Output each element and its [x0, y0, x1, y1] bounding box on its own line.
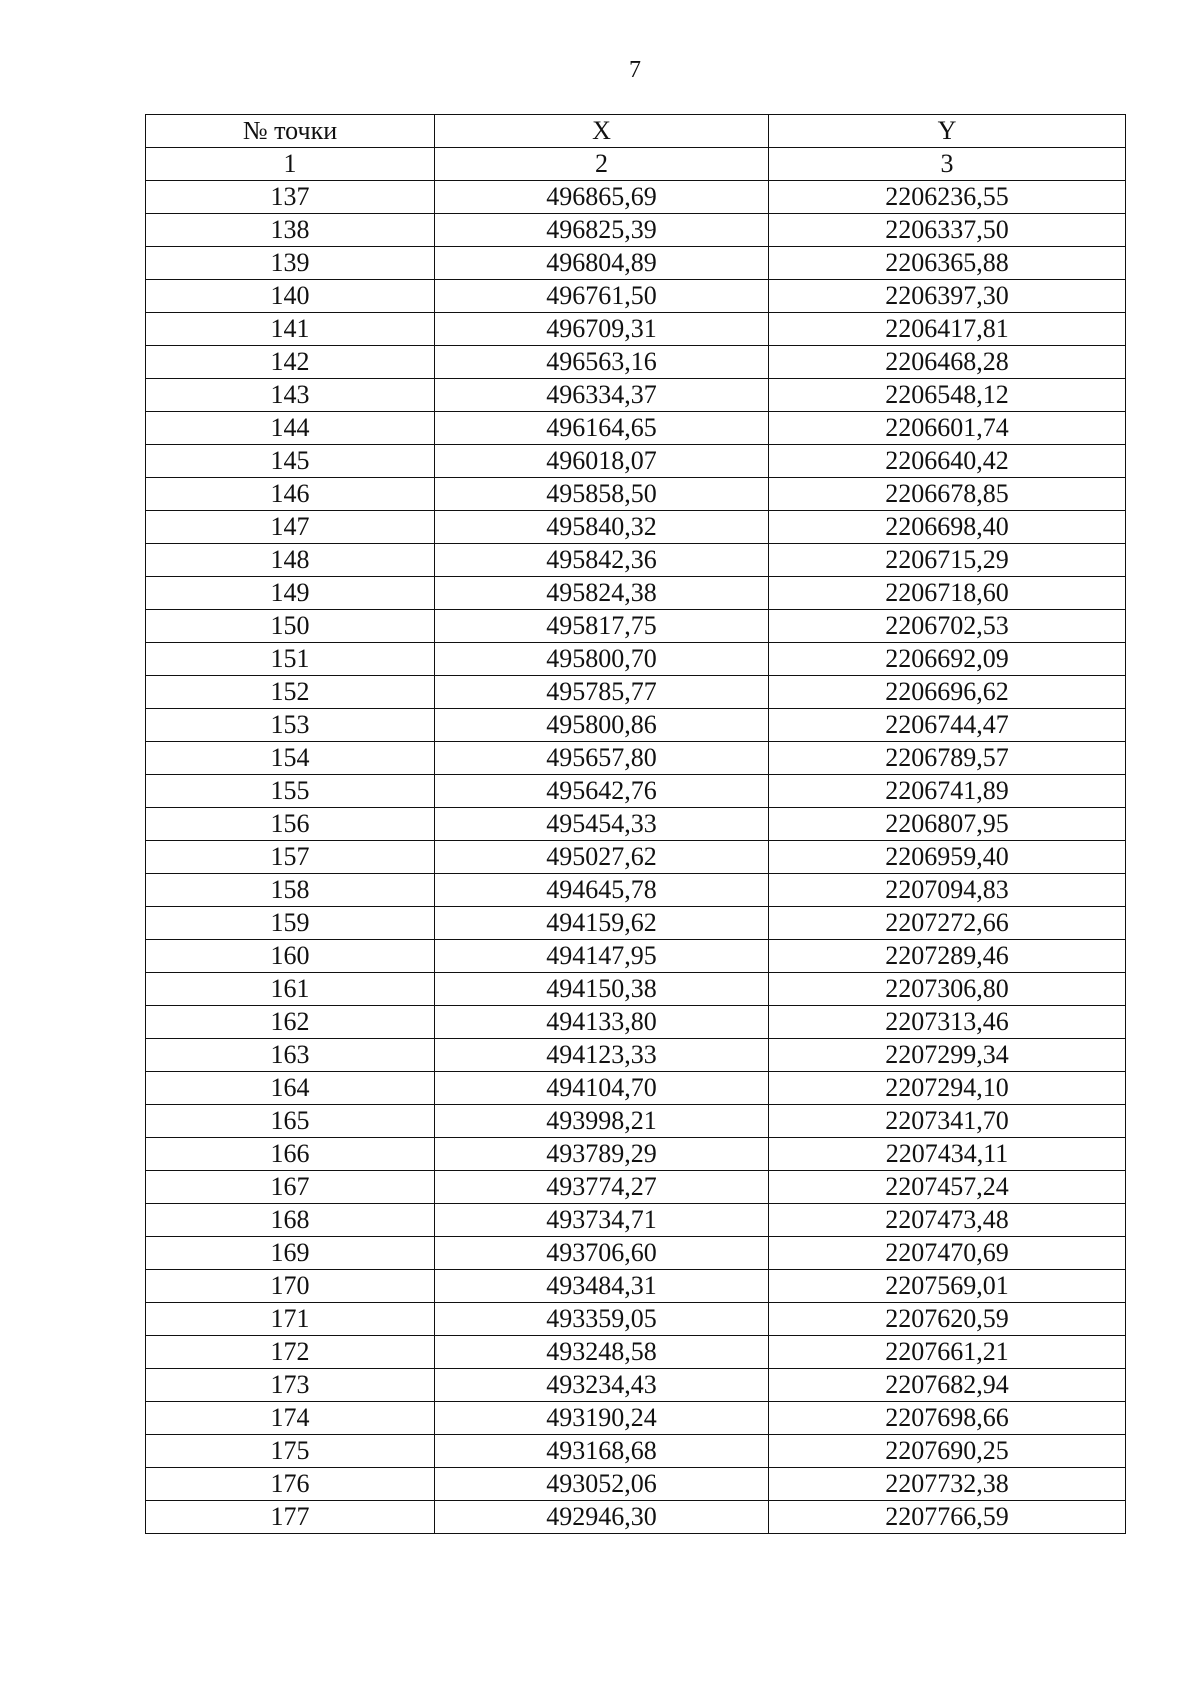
cell-x: 493734,71: [435, 1204, 769, 1237]
cell-y: 2206741,89: [769, 775, 1126, 808]
cell-point-number: 167: [146, 1171, 435, 1204]
cell-point-number: 139: [146, 247, 435, 280]
cell-point-number: 170: [146, 1270, 435, 1303]
column-numbers-row: [146, 148, 1126, 181]
table-row: [146, 1303, 1126, 1336]
table-row: [146, 412, 1126, 445]
cell-point-number: 154: [146, 742, 435, 775]
cell-point-number: 160: [146, 940, 435, 973]
table-row: [146, 511, 1126, 544]
cell-x: 493052,06: [435, 1468, 769, 1501]
table-row: [146, 1237, 1126, 1270]
cell-x: 493359,05: [435, 1303, 769, 1336]
cell-y: 2207294,10: [769, 1072, 1126, 1105]
cell-x: 493190,24: [435, 1402, 769, 1435]
table-row: [146, 181, 1126, 214]
cell-y: 2207620,59: [769, 1303, 1126, 1336]
cell-point-number: 163: [146, 1039, 435, 1072]
cell-point-number: 140: [146, 280, 435, 313]
cell-y: 2206698,40: [769, 511, 1126, 544]
table-row: [146, 1402, 1126, 1435]
table-row: [146, 478, 1126, 511]
cell-point-number: 147: [146, 511, 435, 544]
page-number: 7: [629, 57, 641, 83]
table-row: [146, 874, 1126, 907]
cell-y: 2207569,01: [769, 1270, 1126, 1303]
cell-x: 492946,30: [435, 1501, 769, 1534]
cell-x: 496334,37: [435, 379, 769, 412]
cell-point-number: 165: [146, 1105, 435, 1138]
cell-y: 2207732,38: [769, 1468, 1126, 1501]
cell-x: 495800,86: [435, 709, 769, 742]
table-row: [146, 1105, 1126, 1138]
cell-x: 493789,29: [435, 1138, 769, 1171]
cell-y: 2207094,83: [769, 874, 1126, 907]
table-row: [146, 907, 1126, 940]
cell-point-number: 156: [146, 808, 435, 841]
table-row: [146, 313, 1126, 346]
cell-x: 495842,36: [435, 544, 769, 577]
cell-y: 2207470,69: [769, 1237, 1126, 1270]
table-row: [146, 1204, 1126, 1237]
table-row: [146, 1336, 1126, 1369]
table-header-row: [146, 115, 1126, 148]
cell-x: 495824,38: [435, 577, 769, 610]
header-x: X: [435, 115, 769, 148]
cell-x: 494645,78: [435, 874, 769, 907]
cell-point-number: 176: [146, 1468, 435, 1501]
cell-y: 2206744,47: [769, 709, 1126, 742]
table-row: [146, 346, 1126, 379]
cell-point-number: 161: [146, 973, 435, 1006]
cell-point-number: 151: [146, 643, 435, 676]
table-row: [146, 214, 1126, 247]
cell-y: 2206715,29: [769, 544, 1126, 577]
cell-y: 2206468,28: [769, 346, 1126, 379]
cell-point-number: 168: [146, 1204, 435, 1237]
cell-x: 496018,07: [435, 445, 769, 478]
cell-y: 2206337,50: [769, 214, 1126, 247]
cell-x: 494133,80: [435, 1006, 769, 1039]
cell-point-number: 177: [146, 1501, 435, 1534]
cell-y: 2207272,66: [769, 907, 1126, 940]
cell-point-number: 143: [146, 379, 435, 412]
cell-x: 496825,39: [435, 214, 769, 247]
cell-x: 493998,21: [435, 1105, 769, 1138]
cell-x: 496865,69: [435, 181, 769, 214]
table-body: [146, 115, 1126, 1534]
cell-y: 2206365,88: [769, 247, 1126, 280]
cell-point-number: 145: [146, 445, 435, 478]
cell-x: 495657,80: [435, 742, 769, 775]
cell-y: 2206702,53: [769, 610, 1126, 643]
table-row: [146, 1171, 1126, 1204]
cell-y: 2206718,60: [769, 577, 1126, 610]
cell-point-number: 164: [146, 1072, 435, 1105]
cell-point-number: 172: [146, 1336, 435, 1369]
header-point-number: № точки: [146, 115, 435, 148]
cell-x: 495817,75: [435, 610, 769, 643]
cell-point-number: 162: [146, 1006, 435, 1039]
cell-point-number: 159: [146, 907, 435, 940]
cell-point-number: 153: [146, 709, 435, 742]
table-row: [146, 709, 1126, 742]
table-row: [146, 1501, 1126, 1534]
cell-y: 2207690,25: [769, 1435, 1126, 1468]
cell-point-number: 146: [146, 478, 435, 511]
cell-y: 2206959,40: [769, 841, 1126, 874]
cell-point-number: 152: [146, 676, 435, 709]
cell-point-number: 148: [146, 544, 435, 577]
cell-y: 2206678,85: [769, 478, 1126, 511]
cell-x: 493234,43: [435, 1369, 769, 1402]
cell-y: 2207473,48: [769, 1204, 1126, 1237]
table-row: [146, 1039, 1126, 1072]
cell-y: 2207289,46: [769, 940, 1126, 973]
cell-y: 2207661,21: [769, 1336, 1126, 1369]
cell-x: 495785,77: [435, 676, 769, 709]
table-row: [146, 577, 1126, 610]
cell-y: 2206696,62: [769, 676, 1126, 709]
cell-y: 2206640,42: [769, 445, 1126, 478]
cell-y: 2206236,55: [769, 181, 1126, 214]
cell-y: 2207766,59: [769, 1501, 1126, 1534]
table-row: [146, 247, 1126, 280]
cell-x: 494104,70: [435, 1072, 769, 1105]
table-row: [146, 940, 1126, 973]
cell-x: 494123,33: [435, 1039, 769, 1072]
table-row: [146, 643, 1126, 676]
cell-point-number: 138: [146, 214, 435, 247]
column-number-2: 2: [435, 148, 769, 181]
cell-point-number: 150: [146, 610, 435, 643]
cell-y: 2206692,09: [769, 643, 1126, 676]
cell-x: 495800,70: [435, 643, 769, 676]
cell-point-number: 174: [146, 1402, 435, 1435]
table-row: [146, 1270, 1126, 1303]
table-row: [146, 841, 1126, 874]
cell-y: 2207682,94: [769, 1369, 1126, 1402]
cell-point-number: 144: [146, 412, 435, 445]
table-row: [146, 775, 1126, 808]
cell-point-number: 157: [146, 841, 435, 874]
cell-x: 494147,95: [435, 940, 769, 973]
table-row: [146, 610, 1126, 643]
cell-x: 496563,16: [435, 346, 769, 379]
table-row: [146, 1138, 1126, 1171]
cell-x: 493168,68: [435, 1435, 769, 1468]
column-number-1: 1: [146, 148, 435, 181]
cell-x: 495840,32: [435, 511, 769, 544]
cell-point-number: 141: [146, 313, 435, 346]
cell-x: 494159,62: [435, 907, 769, 940]
cell-x: 494150,38: [435, 973, 769, 1006]
cell-x: 493706,60: [435, 1237, 769, 1270]
cell-y: 2207306,80: [769, 973, 1126, 1006]
cell-x: 495027,62: [435, 841, 769, 874]
cell-point-number: 169: [146, 1237, 435, 1270]
table-row: [146, 1072, 1126, 1105]
cell-x: 493774,27: [435, 1171, 769, 1204]
cell-y: 2206601,74: [769, 412, 1126, 445]
table-row: [146, 445, 1126, 478]
cell-point-number: 173: [146, 1369, 435, 1402]
cell-x: 495454,33: [435, 808, 769, 841]
table-row: [146, 973, 1126, 1006]
table-row: [146, 742, 1126, 775]
cell-y: 2207341,70: [769, 1105, 1126, 1138]
cell-y: 2206417,81: [769, 313, 1126, 346]
cell-point-number: 171: [146, 1303, 435, 1336]
cell-y: 2207457,24: [769, 1171, 1126, 1204]
cell-point-number: 142: [146, 346, 435, 379]
table-row: [146, 676, 1126, 709]
table-row: [146, 1435, 1126, 1468]
cell-x: 496761,50: [435, 280, 769, 313]
cell-y: 2207434,11: [769, 1138, 1126, 1171]
cell-point-number: 155: [146, 775, 435, 808]
cell-point-number: 175: [146, 1435, 435, 1468]
table-row: [146, 1468, 1126, 1501]
table-row: [146, 808, 1126, 841]
cell-point-number: 158: [146, 874, 435, 907]
cell-y: 2207313,46: [769, 1006, 1126, 1039]
cell-y: 2206807,95: [769, 808, 1126, 841]
table-row: [146, 280, 1126, 313]
table-row: [146, 544, 1126, 577]
cell-point-number: 166: [146, 1138, 435, 1171]
cell-x: 493248,58: [435, 1336, 769, 1369]
cell-y: 2206789,57: [769, 742, 1126, 775]
table-row: [146, 379, 1126, 412]
table-row: [146, 1369, 1126, 1402]
cell-x: 496804,89: [435, 247, 769, 280]
cell-y: 2207698,66: [769, 1402, 1126, 1435]
header-y: Y: [769, 115, 1126, 148]
cell-y: 2206397,30: [769, 280, 1126, 313]
cell-x: 496709,31: [435, 313, 769, 346]
table-row: [146, 1006, 1126, 1039]
cell-x: 495642,76: [435, 775, 769, 808]
coordinates-table: [145, 114, 1126, 1534]
cell-point-number: 137: [146, 181, 435, 214]
column-number-3: 3: [769, 148, 1126, 181]
cell-y: 2207299,34: [769, 1039, 1126, 1072]
cell-x: 493484,31: [435, 1270, 769, 1303]
cell-x: 496164,65: [435, 412, 769, 445]
cell-y: 2206548,12: [769, 379, 1126, 412]
cell-x: 495858,50: [435, 478, 769, 511]
cell-point-number: 149: [146, 577, 435, 610]
